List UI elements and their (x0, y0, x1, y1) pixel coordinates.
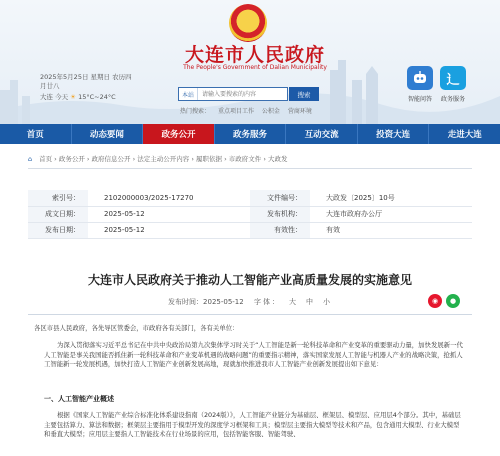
wechat-share-icon[interactable] (446, 294, 460, 308)
divider (28, 168, 472, 169)
breadcrumb-item[interactable]: 首页 (39, 155, 53, 163)
publish-label: 发布时间： (168, 298, 204, 306)
nav-item-news[interactable]: 动态要闻 (72, 124, 144, 144)
search-box (178, 87, 288, 101)
lunar-date-line: 月廿八 (40, 82, 60, 90)
hot-search-links (180, 106, 318, 115)
meta-value: 2102000003/2025-17270 (88, 190, 250, 206)
sun-icon: ☀ (70, 93, 76, 101)
table-row (28, 206, 472, 222)
app-label-ai-qa[interactable]: 智能问答 (407, 96, 432, 103)
meta-value: 大连市政府办公厅 (310, 206, 472, 222)
meta-key: 索引号： (28, 190, 88, 206)
nav-item-interaction[interactable]: 互动交流 (286, 124, 358, 144)
hot-link[interactable]: 重点项目工作 (217, 108, 254, 115)
app-label-gov-service[interactable]: 政务服务 (440, 96, 465, 103)
home-icon: ⌂ (28, 155, 33, 163)
section-heading: 一、人工智能产业概述 (44, 395, 114, 403)
search-input[interactable] (198, 88, 278, 100)
meta-value: 大政发〔2025〕10号 (310, 190, 472, 206)
paragraph: 为深入贯彻落实习近平总书记在中共中央政治局第九次集体学习时关于“人工智能是新一轮科技革命和产业变革的重要驱动力量，加快发展新一代人工智能是事关我国能否抓住新一轮科技革命和产业变革机遇的战略问题”的重要指示精神，落实国家发展人工智能与机器人产业的战略决策，抢抓人工智能新一轮发展机遇，加快打造人工智能产业创新发展高地，现就加快推进我市人工智能产业创新发展提出如下意见： (44, 341, 463, 369)
salutation: 各区市县人民政府，各先导区管委会，市政府各有关部门，各有关单位： (34, 324, 239, 332)
hot-search-label: 热门搜索： (180, 108, 211, 115)
publish-info (28, 297, 472, 307)
meta-key: 文件编号： (250, 190, 310, 206)
meta-key: 发布机构： (250, 206, 310, 222)
nav-item-invest[interactable]: 投资大连 (358, 124, 430, 144)
nav-item-about[interactable]: 走进大连 (447, 130, 482, 140)
weibo-share-icon[interactable] (428, 294, 442, 308)
search-scope-select[interactable]: 本站 (179, 88, 198, 100)
service-icon[interactable]: 辶 (440, 66, 466, 90)
meta-value: 2025-05-12 (88, 206, 250, 222)
table-row (28, 222, 472, 238)
nav-item-gov-info[interactable]: 政务公开 (143, 124, 215, 144)
site-title[interactable]: 大连市人民政府 (184, 44, 325, 66)
font-size-medium-button[interactable]: 中 (305, 298, 315, 306)
breadcrumb-item[interactable]: 大政发 (267, 155, 288, 163)
weather-day: 今天 (55, 93, 69, 101)
nav-item-gov-service[interactable]: 政务服务 (215, 124, 287, 144)
font-size-small-button[interactable]: 小 (322, 298, 332, 306)
publish-date: 2025-05-12 (203, 298, 244, 306)
breadcrumb-item[interactable]: 履职依据 (196, 155, 223, 163)
document-meta-table (28, 190, 472, 239)
site-header (0, 0, 500, 124)
weather-temp: 15°C~24°C (78, 93, 116, 101)
star-icon: ★ (241, 11, 254, 27)
meta-key: 发布日期： (28, 222, 88, 238)
article-divider (28, 314, 472, 315)
font-size-large-button[interactable]: 大 (288, 298, 298, 306)
hot-link[interactable]: 营商环境 (287, 108, 312, 115)
weibo-glyph: ◉ (431, 297, 439, 305)
date-line: 2025年5月25日 星期日 农历四 (40, 73, 132, 81)
nav-item-home[interactable]: 首页 (0, 124, 72, 144)
breadcrumb-item[interactable]: 政府信息公开 (91, 155, 131, 163)
hot-link[interactable]: 公积金 (261, 108, 280, 115)
breadcrumb: ⌂ 首页 › 政务公开 › 政府信息公开 › 法定主动公开内容 › 履职依据 › 市政府文件 › 大政发 (28, 155, 288, 163)
wechat-glyph: ● (449, 297, 457, 305)
paragraph: 根据《国家人工智能产业综合标准化体系建设指南（2024版）》，人工智能产业链分为基础层、框架层、模型层、应用层4个部分。其中，基础层主要包括算力、算法和数据；框架层主要指用于模型开发的深度学习框架和工具；模型层主要指大模型等技术和产品，包含通用大模型、行业大模型和垂直大模型；应用层主要指人工智能技术在行业场景的应用，包括智能客服、智能驾驶、 (44, 411, 461, 439)
meta-key: 成文日期： (28, 206, 88, 222)
breadcrumb-item[interactable]: 法定主动公开内容 (137, 155, 190, 163)
weather-city: 大连 (40, 93, 53, 101)
meta-key: 有效性： (250, 222, 310, 238)
meta-value: 有效 (310, 222, 472, 238)
breadcrumb-item[interactable]: 政务公开 (58, 155, 85, 163)
main-nav (0, 124, 500, 144)
table-row (28, 190, 472, 206)
font-size-label: 字体： (253, 298, 281, 306)
weather-widget (40, 92, 116, 101)
meta-value: 2025-05-12 (88, 222, 250, 238)
article-title: 大连市人民政府关于推动人工智能产业高质量发展的实施意见 (87, 273, 412, 287)
search-button[interactable]: 搜索 (289, 87, 319, 101)
site-subtitle: The People's Government of Dalian Municipality (183, 64, 327, 71)
robot-icon[interactable] (407, 66, 433, 90)
breadcrumb-item[interactable]: 市政府文件 (228, 155, 262, 163)
